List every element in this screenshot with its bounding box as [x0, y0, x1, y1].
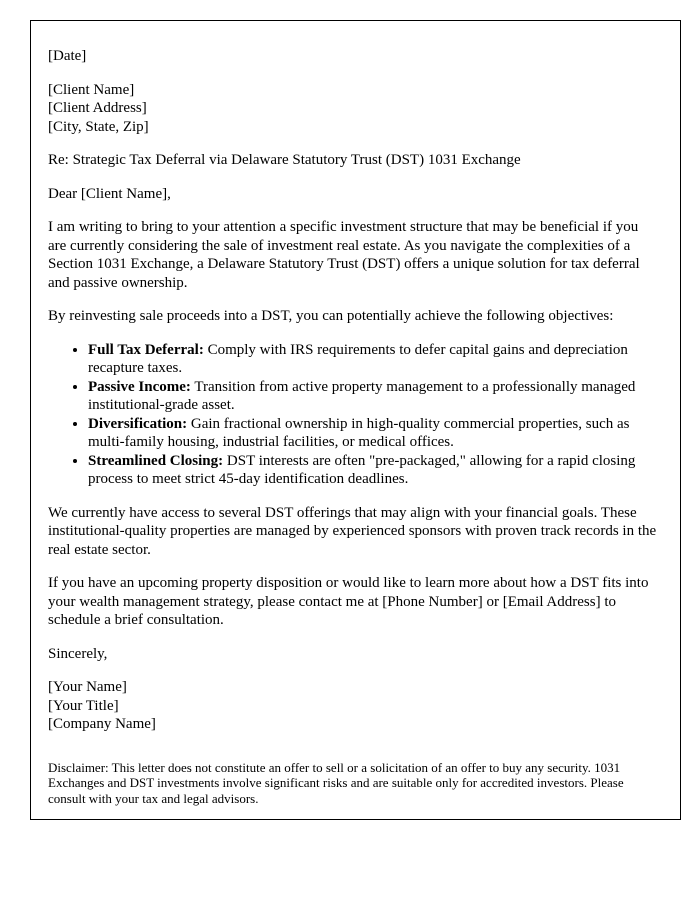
recipient-address: [Client Address]: [48, 100, 147, 116]
objectives-list: [48, 341, 660, 489]
bullet-text: Gain fractional ownership in high-quality commercial properties, such as multi-family housing, industrial facilities, or medical offices.: [88, 415, 630, 450]
signature-company: [Company Name]: [48, 716, 156, 732]
recipient-name: [Client Name]: [48, 81, 135, 98]
closing: Sincerely,: [48, 645, 108, 662]
letter-page: [30, 20, 681, 820]
bullet-text: DST interests are often "pre-packaged," allowing for a rapid closing process to meet strict 45-day identification deadlines.: [88, 452, 636, 487]
list-item: [88, 341, 660, 378]
list-item: [88, 415, 660, 452]
paragraph-objectives-lead: By reinvesting sale proceeds into a DST, you can potentially achieve the following objectives:: [48, 308, 614, 324]
signature-name: [Your Name]: [48, 679, 127, 695]
bullet-text: Comply with IRS requirements to defer capital gains and depreciation recapture taxes.: [88, 341, 628, 376]
paragraph-offerings: We currently have access to several DST offerings that may align with your financial goals. These institutional-quality properties are managed by experienced sponsors with proven track records in the real estate sector.: [48, 504, 657, 558]
recipient-city-state-zip: [City, State, Zip]: [48, 118, 149, 135]
bullet-title: Streamlined Closing:: [88, 452, 224, 469]
date-placeholder: [Date]: [48, 48, 87, 64]
paragraph-contact: If you have an upcoming property disposition or would like to learn more about how a DST fits into your wealth management strategy, please contact me at [Phone Number] or [Email Address] to schedule a brief consultation.: [48, 575, 649, 628]
bullet-title: Diversification:: [88, 415, 188, 432]
salutation: Dear [Client Name],: [48, 185, 171, 202]
recipient-block: [48, 81, 660, 137]
disclaimer-text: Disclaimer: This letter does not constitute an offer to sell or a solicitation of an offer to buy any security. 1031 Exchanges and DST investments involve significant risks and are suitable only for accredited investors. Please consult with your tax and legal advisors.: [48, 759, 624, 806]
signature-title: [Your Title]: [48, 697, 119, 714]
bullet-title: Passive Income:: [88, 378, 191, 395]
bullet-text: Transition from active property management to a professionally managed institutional-grade asset.: [88, 378, 636, 413]
bullet-title: Full Tax Deferral:: [88, 341, 204, 358]
paragraph-intro: I am writing to bring to your attention a specific investment structure that may be beneficial if you are currently considering the sale of investment real estate. As you navigate the complexities of a Section 1031 Exchange, a Delaware Statutory Trust (DST) offers a unique solution for tax deferral and passive ownership.: [48, 219, 640, 291]
list-item: [88, 452, 660, 489]
subject-line: Re: Strategic Tax Deferral via Delaware Statutory Trust (DST) 1031 Exchange: [48, 152, 521, 168]
list-item: [88, 378, 660, 415]
signature-block: [48, 678, 660, 734]
